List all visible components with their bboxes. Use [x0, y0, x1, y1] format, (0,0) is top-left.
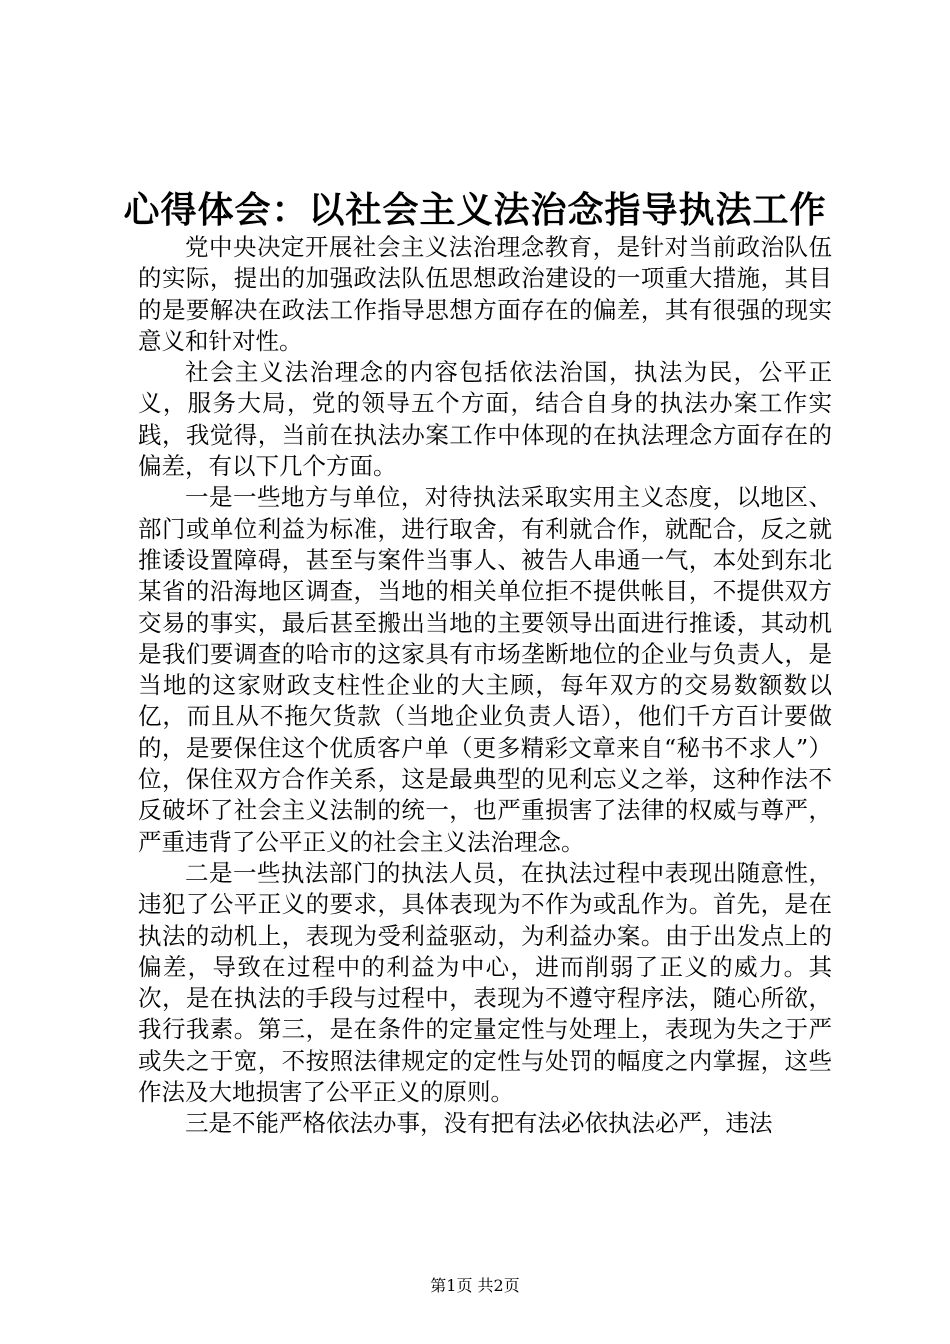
document-body [138, 232, 832, 1140]
paragraph-5: 三是不能严格依法办事，没有把有法必依执法必严，违法 [185, 1109, 773, 1138]
paragraph-1: 党中央决定开展社会主义法治理念教育，是针对当前政治队伍的实际，提出的加强政法队伍思想政治建设的一项重大措施，其目的是要解决在政法工作指导思想方面存在的偏差，其有很强的现实意义和针对性。 [138, 233, 832, 355]
document-title: 心得体会：以社会主义法治念指导执法工作 [123, 189, 827, 231]
page-number-footer: 第1页 共2页 [430, 1276, 520, 1295]
paragraph-4: 二是一些执法部门的执法人员，在执法过程中表现出随意性，违犯了公平正义的要求，具体表现为不作为或乱作为。首先，是在执法的动机上，表现为受利益驱动，为利益办案。由于出发点上的偏差，导致在过程中的利益为中心，进而削弱了正义的威力。其次，是在执法的手段与过程中，表现为不遵守程序法，随心所欲，我行我素。第三，是在条件的定量定性与处理上，表现为失之于严或失之于宽，不按照法律规定的定性与处罚的幅度之内掌握，这些作法及大地损害了公平正义的原则。 [138, 858, 832, 1107]
paragraph-3: 一是一些地方与单位，对待执法采取实用主义态度，以地区、部门或单位利益为标准，进行取舍，有利就合作，就配合，反之就推诿设置障碍，甚至与案件当事人、被告人串通一气，本处到东北某省的沿海地区调查，当地的相关单位拒不提供帐目，不提供双方交易的事实，最后甚至搬出当地的主要领导出面进行推诿，其动机是我们要调查的哈市的这家具有市场垄断地位的企业与负责人，是当地的这家财政支柱性企业的大主顾，每年双方的交易数额数以亿，而且从不拖欠货款（当地企业负责人语），他们千方百计要做的，是要保住这个优质客户单（更多精彩文章来自“秘书不求人”）位，保住双方合作关系，这是最典型的见利忘义之举，这种作法不反破坏了社会主义法制的统一，也严重损害了法律的权威与尊严，严重违背了公平正义的社会主义法治理念。 [138, 483, 832, 856]
paragraph-2: 社会主义法治理念的内容包括依法治国，执法为民，公平正义，服务大局，党的领导五个方面，结合自身的执法办案工作实践，我觉得，当前在执法办案工作中体现的在执法理念方面存在的偏差，有以下几个方面。 [138, 358, 832, 481]
